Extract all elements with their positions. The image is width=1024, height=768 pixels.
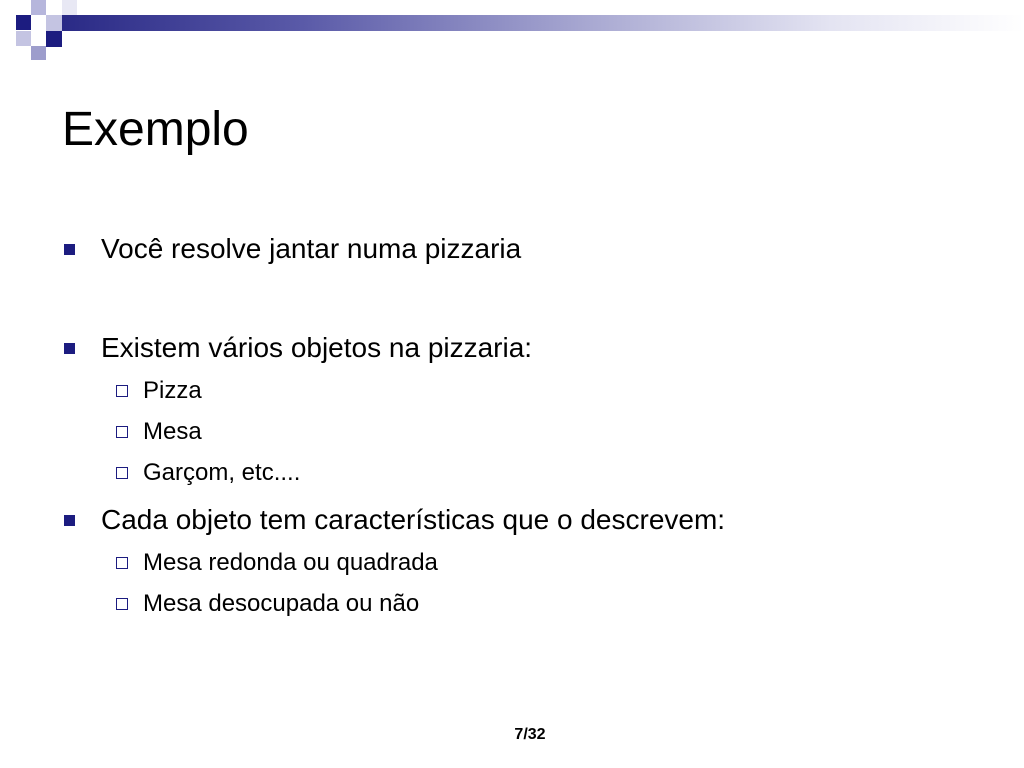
sub-bullet-text: Mesa desocupada ou não <box>143 590 420 617</box>
bullet-text: Existem vários objetos na pizzaria: <box>101 332 533 363</box>
sub-bullet-item <box>116 589 419 619</box>
hollow-square-bullet-icon <box>116 426 128 438</box>
sub-bullet-text: Mesa redonda ou quadrada <box>143 549 438 576</box>
header-gradient-band <box>62 15 1024 31</box>
bullet-item <box>64 232 521 266</box>
bullet-text: Você resolve jantar numa pizzaria <box>101 233 522 264</box>
sub-bullet-text: Mesa <box>143 418 202 445</box>
hollow-square-bullet-icon <box>116 557 128 569</box>
header-square <box>31 46 46 60</box>
bullet-item <box>64 331 532 365</box>
sub-bullet-item <box>116 376 202 406</box>
header-square <box>16 31 31 46</box>
hollow-square-bullet-icon <box>116 385 128 397</box>
header-square <box>62 0 77 15</box>
sub-bullet-text: Garçom, etc.... <box>143 459 301 486</box>
page-number: 7/32 <box>514 726 546 743</box>
square-bullet-icon <box>64 343 75 354</box>
header-square <box>46 15 62 31</box>
hollow-square-bullet-icon <box>116 598 128 610</box>
header-square <box>31 0 46 15</box>
sub-bullet-item <box>116 458 300 488</box>
header-square <box>46 31 62 47</box>
sub-bullet-item <box>116 417 202 447</box>
sub-bullet-item <box>116 548 438 578</box>
header-square <box>16 15 31 30</box>
square-bullet-icon <box>64 244 75 255</box>
hollow-square-bullet-icon <box>116 467 128 479</box>
slide-title: Exemplo <box>62 103 249 156</box>
sub-bullet-text: Pizza <box>143 377 202 404</box>
square-bullet-icon <box>64 515 75 526</box>
bullet-item <box>64 503 725 537</box>
bullet-text: Cada objeto tem características que o descrevem: <box>101 504 726 535</box>
